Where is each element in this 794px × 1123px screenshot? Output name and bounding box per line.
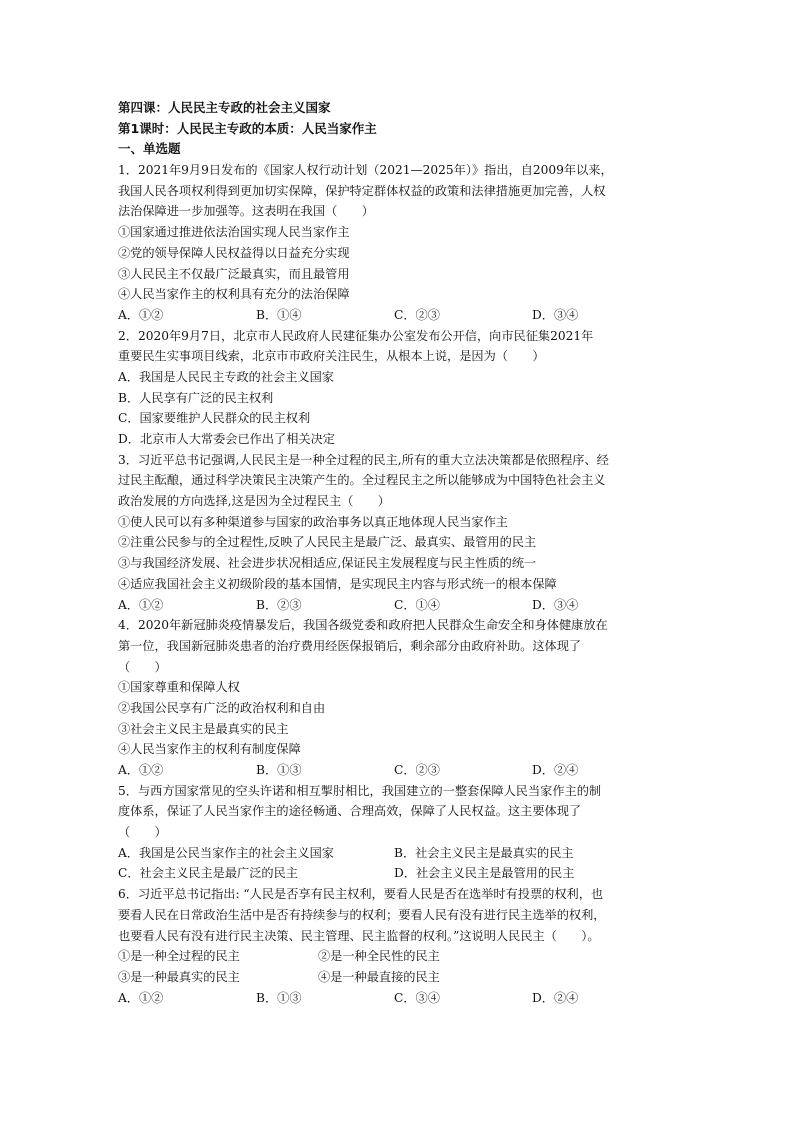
part-title: 一、单选题 [118, 141, 181, 157]
answer-option-a: A．①② [118, 763, 164, 777]
answer-option-c: C．②③ [394, 307, 440, 322]
question-item: ①国家通过推进依法治国实现人民当家作主 [118, 225, 350, 240]
answer-option-d: D．北京市人大常委会已作出了相关决定 [118, 432, 335, 446]
answer-options [118, 305, 686, 326]
question-3 [118, 450, 686, 616]
question-stem-line: 2．2020年9月7日，北京市人民政府人民建征集办公室发布公开信，向市民征集2021年 [118, 328, 594, 343]
question-stem-line: （ ） [118, 659, 167, 674]
answer-option-c: C．社会主义民主是最广泛的民主 [118, 866, 298, 881]
question-5 [118, 781, 686, 884]
question-item: ②我国公民享有广泛的政治权利和自由 [118, 700, 326, 715]
answer-option-a: A．①② [118, 307, 164, 322]
question-item: ④人民当家作主的权利具有充分的法治保障 [118, 287, 350, 302]
question-1 [118, 160, 686, 326]
answer-option-d: D．③④ [532, 307, 579, 322]
question-stem-line: 法治保障进一步加强等。这表明在我国（ ） [118, 204, 374, 219]
document-content [118, 98, 686, 1008]
question-item: ①是一种全过程的民主 [118, 949, 240, 964]
answer-option-b: B．②③ [256, 597, 302, 612]
answer-option-b: B．①④ [256, 307, 302, 322]
answer-options [118, 988, 686, 1009]
answer-option-c: C．国家要维护人民群众的民主权利 [118, 411, 311, 426]
question-stem-line: 重要民生实事项目线索，北京市市政府关注民生，从根本上说，是因为（ ） [118, 349, 545, 364]
section-title: 第1课时：人民民主专政的本质：人民当家作主 [118, 120, 377, 136]
question-stem-line: 第一位，我国新冠肺炎患者的治疗费用经医保报销后，剩余部分由政府补助。这体现了 [118, 638, 582, 653]
answer-option-a: A．我国是人民民主专政的社会主义国家 [118, 369, 334, 384]
question-stem-line: 4．2020年新冠肺炎疫情暴发后，我国各级党委和政府把人民群众生命安全和身体健康放在 [118, 618, 608, 633]
question-2 [118, 326, 686, 450]
question-item: ②党的领导保障人民权益得以日益充分实现 [118, 245, 350, 260]
answer-option-b: B．①③ [256, 763, 302, 777]
question-item: ④适应我国社会主义初级阶段的基本国情，是实现民主内容与形式统一的根本保障 [118, 576, 557, 591]
question-items-row [118, 967, 686, 988]
question-stem-line: 6．习近平总书记指出: “人民是否享有民主权利，要看人民是否在选举时有投票的权利，也 [118, 887, 604, 902]
answer-options [118, 760, 686, 781]
answer-options [118, 595, 686, 616]
question-items-row [118, 946, 686, 967]
question-stem-line: 政治发展的方向选择,这是因为全过程民主（ ） [118, 494, 390, 509]
question-item: ④人民当家作主的权利有制度保障 [118, 742, 301, 757]
answer-option-a: A．我国是公民当家作主的社会主义国家 [118, 845, 334, 860]
question-stem-line: 过民主酝酿，通过科学决策民主决策产生的。全过程民主之所以能够成为中国特色社会主义 [118, 473, 606, 488]
answer-option-b: B．社会主义民主是最真实的民主 [394, 845, 574, 860]
question-item: ③是一种最真实的民主 [118, 969, 240, 984]
question-stem-line: 要看人民在日常政治生活中是否有持续参与的权利；要看人民有没有进行民主选举的权利， [118, 907, 606, 922]
question-stem-line: 3．习近平总书记强调,人民民主是一种全过程的民主,所有的重大立法决策都是依照程序、经 [118, 452, 609, 467]
answer-option-c: C．②③ [394, 763, 440, 777]
question-item: ③与我国经济发展、社会进步状况相适应,保证民主发展程度与民主性质的统一 [118, 556, 537, 571]
question-6 [118, 884, 686, 1008]
answer-option-d: D．③④ [532, 597, 579, 612]
answer-option-c: C．③④ [394, 990, 440, 1005]
answer-option-d: D．社会主义民主是最管用的民主 [394, 866, 575, 881]
answer-option-a: A．①② [118, 597, 164, 612]
answer-options-row [118, 863, 686, 884]
question-stem-line: 度体系，保证了人民当家作主的途径畅通、合理高效，保障了人民权益。这主要体现了 [118, 804, 582, 819]
question-item: ②注重公民参与的全过程性,反映了人民民主是最广泛、最真实、最管用的民主 [118, 535, 537, 550]
question-item: ②是一种全民性的民主 [318, 949, 440, 964]
question-stem-line: 5．与西方国家常见的空头许诺和相互掣肘相比，我国建立的一整套保障人民当家作主的制 [118, 783, 602, 798]
answer-option-b: B．①③ [256, 990, 302, 1005]
question-item: ③社会主义民主是最真实的民主 [118, 721, 289, 736]
question-item: ④是一种最直接的民主 [318, 969, 440, 984]
answer-option-a: A．①② [118, 990, 164, 1005]
question-stem-line: 也要看人民有没有进行民主决策、民主管理、民主监督的权利。”这说明人民民主（ ）。 [118, 928, 600, 943]
answer-option-d: D．②④ [532, 990, 579, 1005]
answer-option-c: C．①④ [394, 597, 440, 612]
lesson-title: 第四课：人民民主专政的社会主义国家 [118, 100, 331, 115]
answer-options-row [118, 843, 686, 864]
answer-option-d: D．②④ [532, 763, 579, 777]
question-stem-line: 1．2021年9月9日发布的《国家人权行动计划（2021—2025年）》指出，自2009年以来， [118, 163, 613, 178]
question-item: ③人民民主不仅最广泛最真实，而且最管用 [118, 266, 350, 281]
answer-option-b: B．人民享有广泛的民主权利 [118, 390, 274, 405]
question-item: ①使人民可以有多种渠道参与国家的政治事务以真正地体现人民当家作主 [118, 514, 508, 529]
question-stem-line: 我国人民各项权利得到更加切实保障，保护特定群体权益的政策和法律措施更加完善，人权 [118, 183, 606, 198]
question-item: ①国家尊重和保障人权 [118, 680, 240, 695]
question-stem-line: （ ） [118, 825, 167, 840]
question-4 [118, 615, 686, 781]
